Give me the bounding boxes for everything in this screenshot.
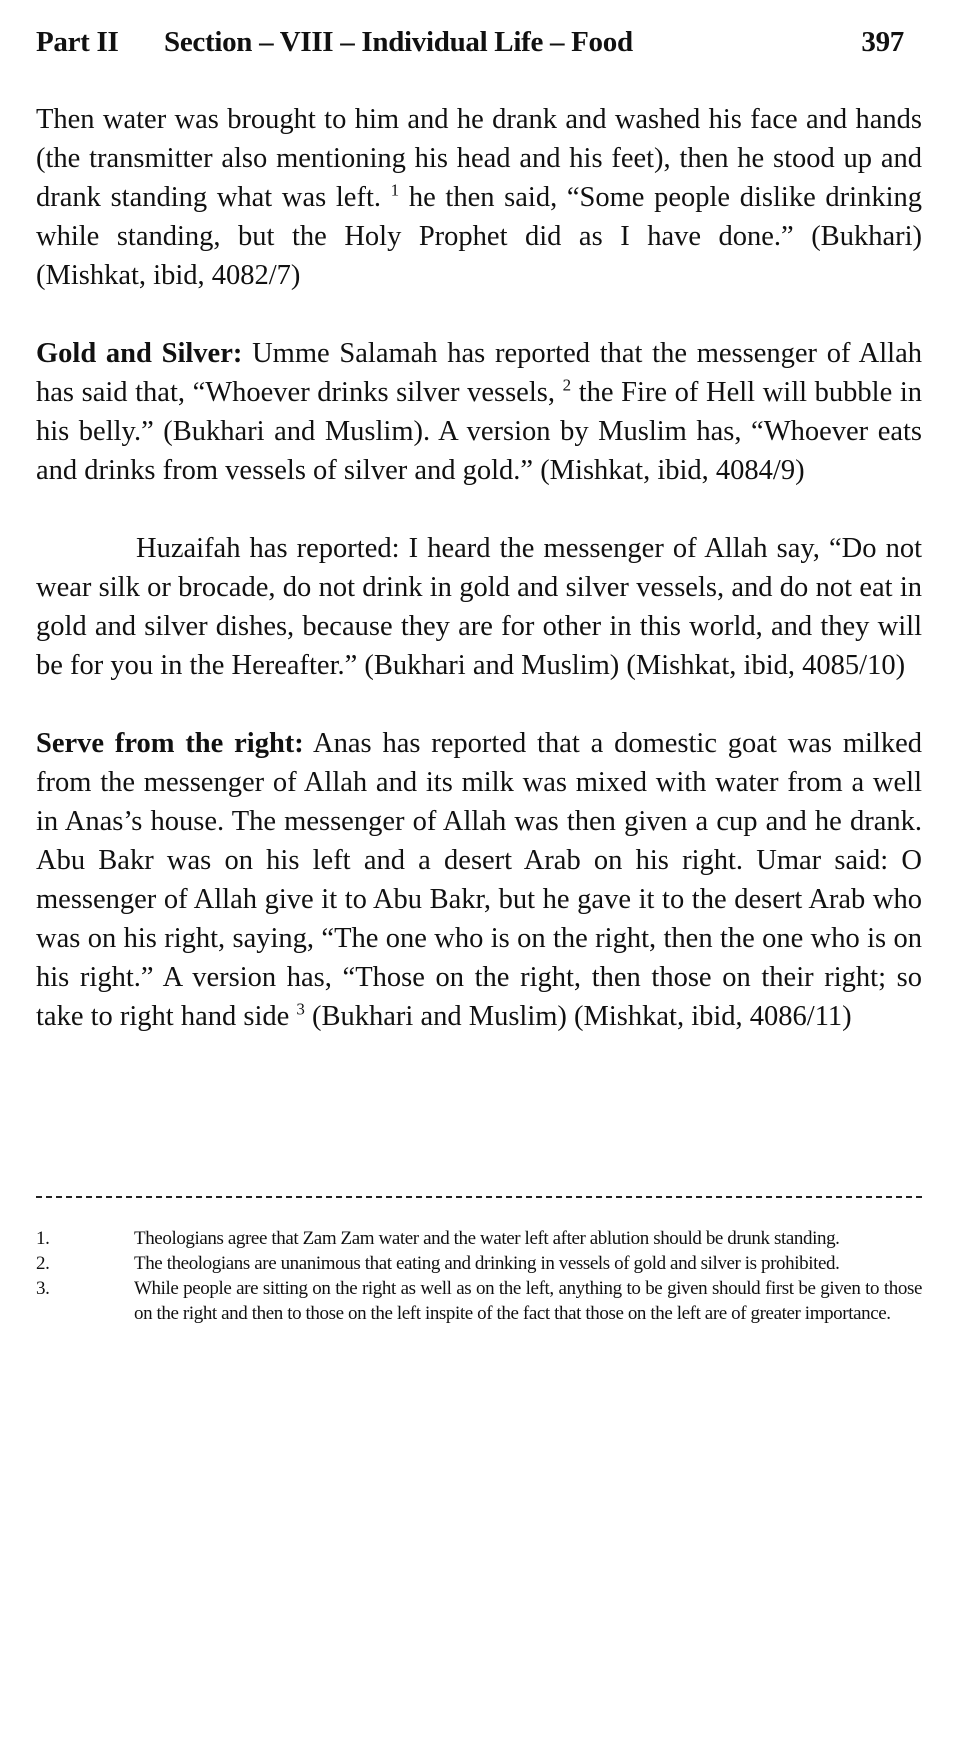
footnote-divider — [36, 1196, 922, 1198]
footnote-item — [36, 1226, 922, 1251]
section-title: Section – VIII – Individual Life – Food — [164, 26, 633, 58]
paragraph-water — [36, 100, 922, 295]
paragraph-heading: Gold and Silver: — [36, 338, 243, 369]
paragraph-serve-right — [36, 724, 922, 1036]
footnote-number: 1. — [36, 1228, 50, 1249]
footnote-item — [36, 1251, 922, 1276]
paragraph-text: Huzaifah has reported: I heard the messenger of Allah say, “Do not wear silk or brocade, do not drink in gold and silver vessels, and do not eat in gold and silver dishes, because they are for other in this world, and they will be for you in the Hereafter.” (Bukhari and Muslim) (Mishkat, ibid, 4085/10) — [36, 533, 922, 681]
paragraph-text: the Fire of Hell will bubble in his belly.” (Bukhari and Muslim). A version by Muslim has, “Whoever eats and drinks from vessels of silver and gold.” (Mishkat, ibid, 4084/9) — [36, 377, 922, 486]
footnote-text: While people are sitting on the right as well as on the left, anything to be given should first be given to those on the right and then to those on the left inspite of the fact that those on the left are of greater importance. — [134, 1278, 922, 1324]
paragraph-text: (Bukhari and Muslim) (Mishkat, ibid, 4086/11) — [304, 1001, 852, 1032]
part-label: Part II — [36, 26, 119, 58]
paragraph-text: he then said, “Some people dislike drinking while standing, but the Holy Prophet did as I have done.” (Bukhari) (Mishkat, ibid, 4082/7) — [36, 182, 923, 291]
body-text — [36, 100, 922, 1075]
footnote-item — [36, 1276, 922, 1326]
footnote-number: 3. — [36, 1278, 50, 1299]
paragraph-text: Umme Salamah has reported that the messenger of Allah has said that, “Whoever drinks silver vessels, — [36, 338, 922, 408]
paragraph-gold-silver — [36, 334, 922, 490]
footnote-number: 2. — [36, 1253, 50, 1274]
footnote-text: Theologians agree that Zam Zam water and the water left after ablution should be drunk standing. — [134, 1228, 840, 1249]
footnote-ref: 1 — [390, 180, 400, 200]
paragraph-text: Anas has reported that a domestic goat was milked from the messenger of Allah and its milk was mixed with water from a well in Anas’s house. The messenger of Allah was then given a cup and he drank. Abu Bakr was on his left and a desert Arab on his right. Umar said: O messenger of Allah give it to Abu Bakr, but he gave it to the desert Arab who was on his right, saying, “The one who is on the right, then the one who is on his right.” A version has, “Those on the right, then those on their right; so take to right hand side — [36, 728, 923, 1032]
footnote-ref: 3 — [296, 999, 305, 1019]
page-number: 397 — [861, 26, 904, 58]
footnotes — [36, 1226, 922, 1326]
paragraph-heading: Serve from the right: — [36, 728, 304, 759]
paragraph-huzaifah — [36, 529, 922, 685]
footnote-ref: 2 — [562, 375, 572, 395]
paragraph-text: Then water was brought to him and he drank and washed his face and hands (the transmitter also mentioning his head and his feet), then he stood up and drank standing what was left. — [36, 104, 922, 213]
footnote-text: The theologians are unanimous that eating and drinking in vessels of gold and silver is prohibited. — [134, 1253, 840, 1274]
